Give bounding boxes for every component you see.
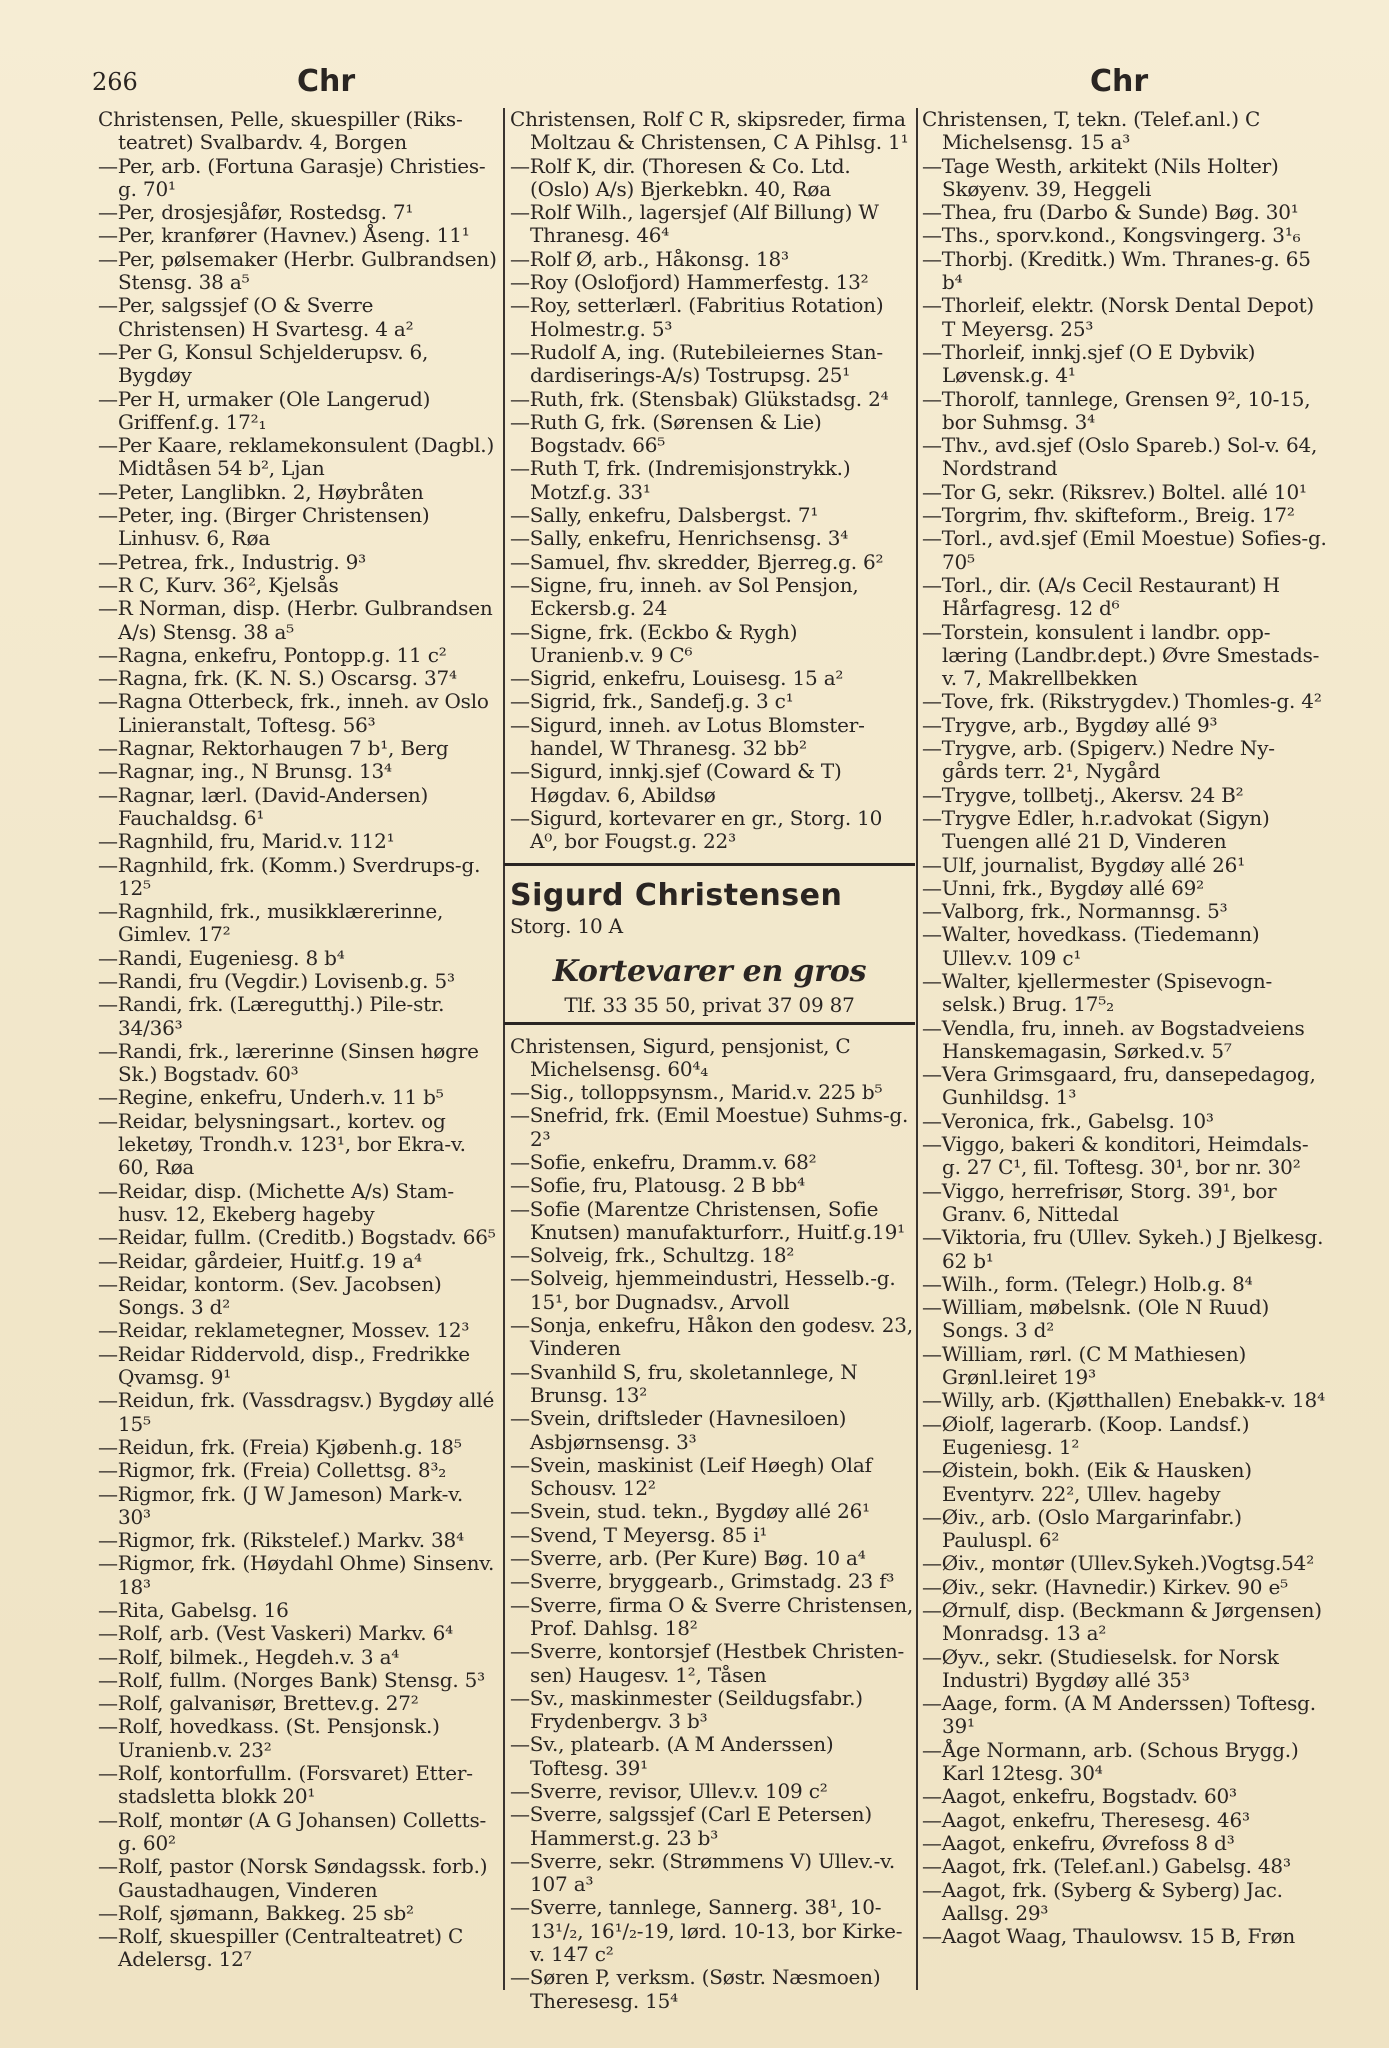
- entry: —Torl., dir. (A/s Cecil Restaurant) H Hårfagresg. 12 d⁶: [922, 572, 1280, 621]
- entry: —Per Kaare, reklamekonsulent (Dagbl.) Midtåsen 54 b², Ljan: [98, 433, 495, 481]
- column-rule-2: [916, 108, 918, 1990]
- entry: —Tage Westh, arkitekt (Nils Holter) Skøyenv. 39, Heggeli: [922, 153, 1279, 201]
- entry: —Signe, frk. (Eckbo & Rygh) Uranienb.v. 9 C⁶: [510, 619, 798, 667]
- entry: —Aagot, frk. (Telef.anl.) Gabelsg. 48³: [922, 1854, 1291, 1879]
- entry: —Walter, kjellermester (Spisevogn-selsk.) Brug. 17⁵₂: [922, 968, 1273, 1017]
- entry: —Ruth G, frk. (Sørensen & Lie) Bogstadv. 66⁵: [510, 409, 822, 458]
- entry: —Rigmor, frk. (Freia) Collettsg. 8³₂: [98, 1458, 447, 1483]
- entry: —Torstein, konsulent i landbr. opp-læring (Landbr.dept.) Øvre Smestads-v. 7, Makrellbekken: [922, 619, 1320, 691]
- entry: —Unni, frk., Bygdøy allé 69²: [922, 875, 1204, 900]
- entry: —William, møbelsnk. (Ole N Ruud) Songs. 3 d²: [922, 1295, 1270, 1343]
- entry: —Rudolf A, ing. (Rutebileiernes Stan-dardiserings-A/s) Tostrupsg. 25¹: [510, 339, 883, 388]
- entry: —Rolf, kontorfullm. (Forsvaret) Etter-stadsletta blokk 20¹: [98, 1761, 473, 1809]
- entry: —Ørnulf, disp. (Beckmann & Jørgensen) Monradsg. 13 a²: [922, 1598, 1322, 1646]
- entry: —Solveig, hjemmeindustri, Hesselb.-g. 15¹, bor Dugnadsv., Arvoll: [510, 1266, 896, 1314]
- entry: —Reidar Riddervold, disp., Fredrikke Qvamsg. 9¹: [98, 1341, 470, 1390]
- entry: —Torl., avd.sjef (Emil Moestue) Sofies-g. 70⁵: [922, 526, 1327, 574]
- ad-phone: Tlf. 33 35 50, privat 37 09 87: [564, 992, 855, 1017]
- entry: —Svein, maskinist (Leif Høegh) Olaf Schousv. 12²: [510, 1452, 872, 1501]
- entry: —Svein, driftsleder (Havnesiloen) Asbjørnsensg. 3³: [510, 1406, 847, 1454]
- entry: —Rigmor, frk. (J W Jameson) Mark-v. 30³: [98, 1481, 464, 1529]
- entry: —Reidar, gårdeier, Huitf.g. 19 a⁴: [98, 1248, 422, 1273]
- running-head-left: Chr: [297, 64, 356, 99]
- entry: —Rolf, arb. (Vest Vaskeri) Markv. 6⁴: [98, 1621, 453, 1646]
- entry: —R C, Kurv. 36², Kjelsås: [98, 572, 339, 597]
- entry: —Viggo, herrefrisør, Storg. 39¹, bor Granv. 6, Nittedal: [922, 1178, 1277, 1226]
- entry: —Torgrim, fhv. skifteform., Breig. 17²: [922, 503, 1295, 528]
- entry: —Ruth T, frk. (Indremisjonstrykk.) Motzf.g. 33¹: [510, 456, 851, 504]
- entry: —Rolf, fullm. (Norges Bank) Stensg. 5³: [98, 1667, 485, 1692]
- entry: —Trygve, tollbetj., Akersv. 24 B²: [922, 782, 1244, 807]
- entry: —Roy, setterlærl. (Fabritius Rotation) Holmestr.g. 5³: [510, 293, 884, 341]
- entry: —Randi, fru (Vegdir.) Lovisenb.g. 5³: [98, 968, 455, 993]
- entry: —Signe, fru, inneh. av Sol Pensjon, Eckersb.g. 24: [510, 572, 859, 621]
- entry: —Åge Normann, arb. (Schous Brygg.) Karl 12tesg. 30⁴: [922, 1737, 1299, 1786]
- entry: —Ragnar, Rektorhaugen 7 b¹, Berg: [98, 736, 449, 761]
- entry: —Sverre, bryggearb., Grimstadg. 23 f³: [510, 1569, 895, 1594]
- entry: —Ragna Otterbeck, frk., inneh. av Oslo Linieranstalt, Toftesg. 56³: [98, 689, 489, 737]
- entry: —Thorbj. (Kreditk.) Wm. Thranes-g. 65 b⁴: [922, 246, 1311, 295]
- entry: —Rolf K, dir. (Thoresen & Co. Ltd. (Oslo) A/s) Bjerkebkn. 40, Røa: [510, 153, 851, 201]
- entry: —Ragna, enkefru, Pontopp.g. 11 c²: [98, 642, 447, 667]
- running-head-right: Chr: [1090, 64, 1149, 99]
- entry: —Reidun, frk. (Freia) Kjøbenh.g. 18⁵: [98, 1434, 462, 1459]
- page-header: [92, 60, 1297, 102]
- entry: —Roy (Oslofjord) Hammerfestg. 13²: [510, 270, 869, 295]
- entry: —Sverre, arb. (Per Kure) Bøg. 10 a⁴: [510, 1546, 866, 1571]
- entry: —Per, salgssjef (O & Sverre Christensen) H Svartesg. 4 a²: [98, 293, 414, 341]
- entry: —Petrea, frk., Industrig. 9³: [98, 549, 367, 574]
- entry: —Per, kranfører (Havnev.) Åseng. 11¹: [98, 223, 470, 248]
- entry: —Viktoria, fru (Ullev. Sykeh.) J Bjelkesg. 62 b¹: [922, 1225, 1324, 1273]
- entry: —Sverre, revisor, Ullev.v. 109 c²: [510, 1779, 828, 1803]
- entry: —Svend, T Meyersg. 85 i¹: [510, 1522, 768, 1547]
- entry: —Øistein, bokh. (Eik & Hausken) Eventyrv. 22², Ullev. hageby: [922, 1458, 1252, 1506]
- entry: —Thorleif, elektr. (Norsk Dental Depot) T Meyersg. 25³: [922, 293, 1315, 341]
- entry: —Rolf, montør (A G Johansen) Colletts-g. 60²: [98, 1807, 487, 1855]
- entry: —Rolf, bilmek., Hegdeh.v. 3 a⁴: [98, 1644, 400, 1669]
- entry: —Regine, enkefru, Underh.v. 11 b⁵: [98, 1085, 444, 1110]
- entry: —Snefrid, frk. (Emil Moestue) Suhms-g. 2³: [510, 1103, 909, 1151]
- entry: —Ragna, frk. (K. N. S.) Oscarsg. 37⁴: [98, 666, 457, 691]
- entry: —Thorleif, innkj.sjef (O E Dybvik) Løvensk.g. 4¹: [922, 339, 1256, 388]
- entry: —Ths., sporv.kond., Kongsvingerg. 3¹₆: [922, 223, 1301, 248]
- entry: —Reidar, disp. (Michette A/s) Stam-husv. 12, Ekeberg hageby: [98, 1178, 454, 1226]
- entry: Christensen, T, tekn. (Telef.anl.) C Michelsensg. 15 a³: [922, 107, 1261, 155]
- entry: —Ragnhild, frk., musikklærerinne, Gimlev. 17²: [98, 899, 444, 947]
- entry: —Reidun, frk. (Vassdragsv.) Bygdøy allé 15⁵: [98, 1388, 495, 1436]
- entry: —Rolf, pastor (Norsk Søndagssk. forb.) Gaustadhaugen, Vinderen: [98, 1854, 488, 1902]
- ad-address: Storg. 10 A: [510, 913, 623, 938]
- entry: —Øiv., montør (Ullev.Sykeh.)Vogtsg.54²: [922, 1551, 1315, 1576]
- entry: —Sonja, enkefru, Håkon den godesv. 23, Vinderen: [510, 1313, 913, 1361]
- entry: —Valborg, frk., Normannsg. 5³: [922, 899, 1228, 924]
- entry: —Sigurd, inneh. av Lotus Blomster-handel, W Thranesg. 32 bb²: [510, 712, 865, 761]
- entry: —Rita, Gabelsg. 16: [98, 1598, 289, 1622]
- entry: —Svein, stud. tekn., Bygdøy allé 26¹: [510, 1499, 870, 1524]
- entry: —William, rørl. (C M Mathiesen) Grønl.leiret 19³: [922, 1341, 1247, 1390]
- entry: —Tor G, sekr. (Riksrev.) Boltel. allé 10¹: [922, 479, 1307, 504]
- column-3: [922, 108, 1327, 1948]
- entry: —Rolf, hovedkass. (St. Pensjonsk.) Uranienb.v. 23²: [98, 1714, 440, 1762]
- entry: —Sigurd, innkj.sjef (Coward & T) Høgdav. 6, Abildsø: [510, 759, 842, 807]
- entry: —Viggo, bakeri & konditori, Heimdals-g. 27 C¹, fil. Toftesg. 30¹, bor nr. 30²: [922, 1132, 1309, 1180]
- entry: —Randi, Eugeniesg. 8 b⁴: [98, 945, 345, 970]
- entry: —Aagot, frk. (Syberg & Syberg) Jac. Aallsg. 29³: [922, 1877, 1283, 1925]
- entry: —Trygve, arb., Bygdøy allé 9³: [922, 712, 1218, 737]
- entry: —Sverre, firma O & Sverre Christensen, Prof. Dahlsg. 18²: [510, 1592, 914, 1640]
- entry: —Aagot Waag, Thaulowsv. 15 B, Frøn: [922, 1924, 1296, 1949]
- entry: —Aage, form. (A M Anderssen) Toftesg. 39¹: [922, 1691, 1316, 1739]
- column-1: [98, 108, 498, 1972]
- entry: —Trygve, arb. (Spigerv.) Nedre Ny-gårds terr. 2¹, Nygård: [922, 736, 1275, 784]
- entry: —Rolf Wilh., lagersjef (Alf Billung) W Thranesg. 46⁴: [510, 200, 879, 248]
- entry: —Sigrid, enkefru, Louisesg. 15 a²: [510, 666, 844, 691]
- column-2: [510, 108, 915, 2013]
- entry: —Ragnhild, frk. (Komm.) Sverdrups-g. 12⁵: [98, 852, 481, 900]
- entry: —Rolf Ø, arb., Håkonsg. 18³: [510, 246, 789, 271]
- advertisement-box: [504, 863, 915, 1025]
- entry: —Ragnhild, fru, Marid.v. 112¹: [98, 829, 395, 854]
- entry: —Reidar, belysningsart., kortev. og leketøy, Trondh.v. 123¹, bor Ekra-v. 60, Røa: [98, 1108, 466, 1180]
- entry: —Vera Grimsgaard, fru, dansepedagog, Gunhildsg. 1³: [922, 1062, 1316, 1110]
- entry: —Thea, fru (Darbo & Sunde) Bøg. 30¹: [922, 200, 1299, 225]
- entry: —Sofie (Marentze Christensen, Sofie Knutsen) manufakturforr., Huitf.g.19¹: [510, 1196, 905, 1244]
- entry: —Sv., maskinmester (Seildugsfabr.) Frydenbergv. 3 b³: [510, 1685, 863, 1734]
- entry: —Sverre, tannlege, Sannerg. 38¹, 10-13¹/₂, 16¹/₂-19, lørd. 10-13, bor Kirke-v. 147 c²: [510, 1895, 903, 1967]
- entry: —Per, drosjesjåfør, Rostedsg. 7¹: [98, 200, 414, 225]
- ad-slogan: Kortevarer en gros: [552, 953, 867, 989]
- entry: —Sigurd, kortevarer en gr., Storg. 10 A⁰, bor Fougst.g. 22³: [510, 805, 883, 854]
- entry: —Wilh., form. (Telegr.) Holb.g. 8⁴: [922, 1271, 1253, 1296]
- entry: —Randi, frk. (Læregutthj.) Pile-str. 34/36³: [98, 992, 445, 1040]
- ad-company-name: Sigurd Christensen: [510, 877, 843, 913]
- page-number: 266: [92, 68, 138, 96]
- entry: —Per G, Konsul Schjelderupsv. 6, Bygdøy: [98, 339, 429, 388]
- entry: Christensen, Pelle, skuespiller (Riks-teatret) Svalbardv. 4, Borgen: [98, 107, 463, 155]
- entry: Christensen, Sigurd, pensjonist, C Michelsensg. 60⁴₄: [510, 1033, 851, 1081]
- entry: —Reidar, kontorm. (Sev. Jacobsen) Songs. 3 d²: [98, 1271, 442, 1320]
- entry: —Sally, enkefru, Henrichsensg. 3⁴: [510, 526, 849, 551]
- entry: —Vendla, fru, inneh. av Bogstadveiens Hanskemagasin, Sørked.v. 5⁷: [922, 1015, 1305, 1063]
- entry: —Øiolf, lagerarb. (Koop. Landsf.) Eugeniesg. 1²: [922, 1411, 1250, 1459]
- entry: —Reidar, reklametegner, Mossev. 12³: [98, 1318, 470, 1343]
- entry: —Sverre, salgssjef (Carl E Petersen) Hammerst.g. 23 b³: [510, 1802, 872, 1850]
- entry: —Thorolf, tannlege, Grensen 9², 10-15, bor Suhmsg. 3⁴: [922, 386, 1311, 434]
- column-rule-1: [503, 108, 505, 1990]
- entry: —Reidar, fullm. (Creditb.) Bogstadv. 66⁵: [98, 1225, 496, 1250]
- entry: —Samuel, fhv. skredder, Bjerreg.g. 6²: [510, 549, 884, 574]
- entry: —Søren P, verksm. (Søstr. Næsmoen) Theresesg. 15⁴: [510, 1965, 881, 2013]
- entry: —Sofie, fru, Platousg. 2 B bb⁴: [510, 1173, 805, 1198]
- entry: —Sig., tolloppsynsm., Marid.v. 225 b⁵: [510, 1080, 883, 1105]
- entry: —Per, pølsemaker (Herbr. Gulbrandsen) Stensg. 38 a⁵: [98, 246, 497, 295]
- entry: —Solveig, frk., Schultzg. 18²: [510, 1243, 795, 1268]
- entry: —Ruth, frk. (Stensbak) Glükstadsg. 2⁴: [510, 386, 889, 411]
- entry: —Rigmor, frk. (Høydahl Ohme) Sinsenv. 18³: [98, 1551, 495, 1599]
- entry: —Øyv., sekr. (Studieselsk. for Norsk Industri) Bygdøy allé 35³: [922, 1644, 1279, 1692]
- entry: —Aagot, enkefru, Theresesg. 46³: [922, 1807, 1250, 1832]
- entry: —Randi, frk., lærerinne (Sinsen høgre Sk.) Bogstadv. 60³: [98, 1038, 479, 1087]
- entry: —Sally, enkefru, Dalsbergst. 7¹: [510, 503, 819, 528]
- entry: —Øiv., arb. (Oslo Margarinfabr.) Pauluspl. 6²: [922, 1504, 1242, 1553]
- entry: —Svanhild S, fru, skoletannlege, N Brunsg. 13²: [510, 1359, 858, 1407]
- entry: —R Norman, disp. (Herbr. Gulbrandsen A/s) Stensg. 38 a⁵: [98, 596, 493, 644]
- entry: —Aagot, enkefru, Øvrefoss 8 d³: [922, 1830, 1235, 1855]
- entry: —Walter, hovedkass. (Tiedemann) Ullev.v. 109 c¹: [922, 922, 1260, 970]
- entry: —Veronica, frk., Gabelsg. 10³: [922, 1108, 1214, 1133]
- entry: —Willy, arb. (Kjøtthallen) Enebakk-v. 18⁴: [922, 1388, 1325, 1413]
- entry: —Rolf, skuespiller (Centralteatret) C Adelersg. 12⁷: [98, 1924, 464, 1972]
- entry: —Thv., avd.sjef (Oslo Spareb.) Sol-v. 64, Nordstrand: [922, 433, 1318, 481]
- entry: —Ulf, journalist, Bygdøy allé 26¹: [922, 852, 1246, 877]
- entry: —Tove, frk. (Rikstrygdev.) Thomles-g. 4²: [922, 689, 1322, 714]
- entry: —Ragnar, ing., N Brunsg. 13⁴: [98, 759, 392, 784]
- entry: —Øiv., sekr. (Havnedir.) Kirkev. 90 e⁵: [922, 1574, 1288, 1599]
- entry: —Sofie, enkefru, Dramm.v. 68²: [510, 1149, 817, 1174]
- entry: —Aagot, enkefru, Bogstadv. 60³: [922, 1784, 1237, 1809]
- entry: —Per, arb. (Fortuna Garasje) Christies-g. 70¹: [98, 153, 486, 201]
- entry: —Peter, ing. (Birger Christensen) Linhusv. 6, Røa: [98, 503, 430, 551]
- entry: —Peter, Langlibkn. 2, Høybråten: [98, 479, 424, 504]
- entry: —Sv., platearb. (A M Anderssen) Toftesg. 39¹: [510, 1732, 834, 1780]
- entry: —Trygve Edler, h.r.advokat (Sigyn) Tuengen allé 21 D, Vinderen: [922, 805, 1270, 854]
- entry: —Rolf, sjømann, Bakkeg. 25 sb²: [98, 1900, 414, 1925]
- entry: —Ragnar, lærl. (David-Andersen) Fauchaldsg. 6¹: [98, 782, 429, 830]
- entry: —Sigrid, frk., Sandefj.g. 3 c¹: [510, 689, 794, 714]
- entry: —Rolf, galvanisør, Brettev.g. 27²: [98, 1691, 419, 1716]
- entry: —Rigmor, frk. (Rikstelef.) Markv. 38⁴: [98, 1528, 464, 1553]
- entry: —Sverre, kontorsjef (Hestbek Christen-sen) Haugesv. 1², Tåsen: [510, 1639, 905, 1687]
- entry: —Sverre, sekr. (Strømmens V) Ullev.-v. 107 a³: [510, 1848, 896, 1897]
- entry: —Per H, urmaker (Ole Langerud) Griffenf.g. 17²₁: [98, 386, 431, 434]
- entry: Christensen, Rolf C R, skipsreder, firma Moltzau & Christensen, C A Pihlsg. 1¹: [510, 107, 909, 155]
